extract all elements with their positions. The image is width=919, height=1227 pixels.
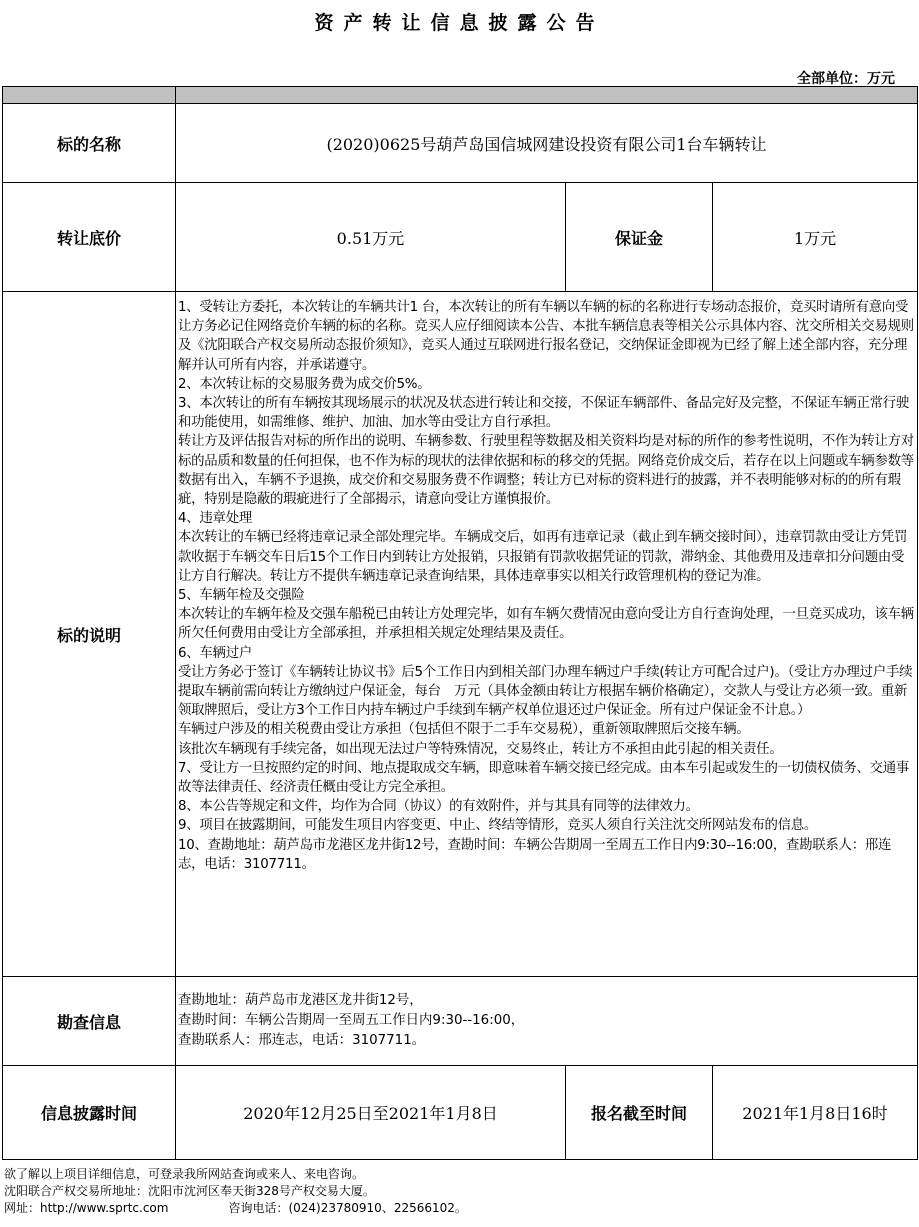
deposit-value: 1万元 xyxy=(713,183,918,292)
subject-name-label: 标的名称 xyxy=(3,104,176,183)
description-paragraph: 该批次车辆现有手续完备，如出现无法过户等特殊情况，交易终止，转让方不承担由此引起的相关责任。 xyxy=(178,741,783,757)
inspection-address: 查勘地址：葫芦岛市龙港区龙井街12号， xyxy=(178,993,423,1008)
description-paragraph: 本次转让的车辆已经将违章记录全部处理完毕。车辆成交后，如再有违章记录（截止到车辆交接时间），违章罚款由受让方凭罚款收据于车辆交车日后15个工作日内到转让方处报销，只报销有罚款收据凭证的罚款，滞纳金、其他费用及违章扣分问题由受让方自行解决。转让方不提供车辆违章记录查询结果，具体违章事实以相关行政管理机构的登记为准。 xyxy=(178,530,908,584)
footer-address: 沈阳联合产权交易所地址：沈阳市沈河区奉天街328号产权交易大厦。 xyxy=(4,1184,375,1198)
deadline-value: 2021年1月8日16时 xyxy=(713,1066,918,1160)
description-paragraph: 1、受转让方委托，本次转让的车辆共计1 台，本次转让的所有车辆以车辆的标的名称进行专场动态报价，竞买时请所有意向受让方务必记住网络竞价车辆的标的名称。竞买人应仔细阅读本公告、本批车辆信息表等相关公示具体内容、沈交所相关交易规则及《沈阳联合产权交易所动态报价须知》，竞买人通过互联网进行报名登记，交纳保证金即视为已经了解上述全部内容，充分理解并认可所有内容，并承诺遵守。 xyxy=(178,300,914,373)
description-paragraph: 4、违章处理 xyxy=(178,511,252,527)
inspection-contact: 查勘联系人：邢连志，电话：3107711。 xyxy=(178,1033,426,1048)
inspection-label: 勘查信息 xyxy=(3,977,176,1066)
description-paragraph: 本次转让的车辆年检及交强车船税已由转让方处理完毕，如有车辆欠费情况由意向受让方自行查询处理，一旦竞买成功，该车辆所欠任何费用由受让方全部承担，并承担相关规定处理结果及责任。 xyxy=(178,607,914,642)
inspection-content xyxy=(176,977,918,1066)
unit-label: 全部单位：万元 xyxy=(797,71,895,87)
footer-info: 欲了解以上项目详细信息，可登录我所网站查询或来人、来电咨询。 xyxy=(4,1167,365,1181)
table-header-row xyxy=(3,87,918,104)
page-title: 资产转让信息披露公告 xyxy=(314,12,605,34)
description-paragraph: 8、本公告等规定和文件，均作为合同（协议）的有效附件，并与其具有同等的法律效力。 xyxy=(178,799,699,815)
disclosure-label: 信息披露时间 xyxy=(3,1066,176,1160)
price-row xyxy=(3,183,918,292)
inspection-row xyxy=(3,977,918,1066)
description-row xyxy=(3,292,918,977)
subject-name-value: (2020)0625号葫芦岛国信城网建设投资有限公司1台车辆转让 xyxy=(176,104,918,183)
description-label: 标的说明 xyxy=(3,292,176,977)
description-paragraph: 受让方务必于签订《车辆转让协议书》后5个工作日内到相关部门办理车辆过户手续(转让方可配合过户)。（受让方办理过户手续提取车辆前需向转让方缴纳过户保证金，每台 万元（具体金额由转让方根据车辆价格确定），交款人与受让方必须一致。重新领取牌照后，受让方3个工作日内持车辆过户手续到车辆产权单位退还过户保证金。所有过户保证金不计息。） xyxy=(178,664,913,719)
description-paragraph: 6、车辆过户 xyxy=(178,645,252,661)
description-paragraph: 5、车辆年检及交强险 xyxy=(178,588,305,604)
disclosure-row xyxy=(3,1066,918,1160)
deadline-label: 报名截至时间 xyxy=(566,1066,713,1160)
disclosure-table xyxy=(2,86,918,1160)
footer xyxy=(4,1166,467,1217)
description-paragraph: 3、本次转让的所有车辆按其现场展示的状况及状态进行转让和交接，不保证车辆部件、备品完好及完整，不保证车辆正常行驶和功能使用，如需维修、维护、加油、加水等由受让方自行承担。 xyxy=(178,396,909,431)
price-value: 0.51万元 xyxy=(176,183,566,292)
inspection-time: 查勘时间：车辆公告期周一至周五工作日内9:30--16:00， xyxy=(178,1013,525,1028)
description-paragraph: 9、项目在披露期间，可能发生项目内容变更、中止、终结等情形，竞买人须自行关注沈交所网站发布的信息。 xyxy=(178,818,818,834)
description-paragraph: 转让方及评估报告对标的所作出的说明、车辆参数、行驶里程等数据及相关资料均是对标的所作的参考性说明，不作为转让方对标的品质和数量的任何担保，也不作为标的现状的法律依据和标的移交的凭据。网络竞价成交后，若存在以上问题或车辆参数等数据有出入，车辆不予退换，成交价和交易服务费不作调整；转让方已对标的资料进行的披露，并不表明能够对标的的所有瑕疵，特别是隐蔽的瑕疵进行了全部揭示，请意向受让方谨慎报价。 xyxy=(178,434,914,508)
footer-website[interactable]: 网址：http://www.sprtc.com xyxy=(4,1201,169,1215)
subject-name-row xyxy=(3,104,918,183)
footer-contact xyxy=(4,1200,467,1217)
description-content xyxy=(176,292,918,977)
footer-phone: 咨询电话：(024)23780910、22566102。 xyxy=(228,1201,467,1215)
header-cell-left xyxy=(3,87,176,104)
disclosure-value: 2020年12月25日至2021年1月8日 xyxy=(176,1066,566,1160)
description-paragraph: 10、查勘地址：葫芦岛市龙港区龙井街12号，查勘时间：车辆公告期周一至周五工作日内9:30--16:00，查勘联系人：邢连志，电话：3107711。 xyxy=(178,837,892,872)
price-label: 转让底价 xyxy=(3,183,176,292)
header-cell-right xyxy=(176,87,918,104)
description-paragraph: 7、受让方一旦按照约定的时间、地点提取成交车辆，即意味着车辆交接已经完成。由本车引起或发生的一切债权债务、交通事故等法律责任、经济责任概由受让方完全承担。 xyxy=(178,760,909,796)
description-paragraph: 2、本次转让标的交易服务费为成交价5%。 xyxy=(178,376,431,392)
description-paragraph: 车辆过户涉及的相关税费由受让方承担（包括但不限于二手车交易税），重新领取牌照后交接车辆。 xyxy=(178,722,750,738)
deposit-label: 保证金 xyxy=(566,183,713,292)
